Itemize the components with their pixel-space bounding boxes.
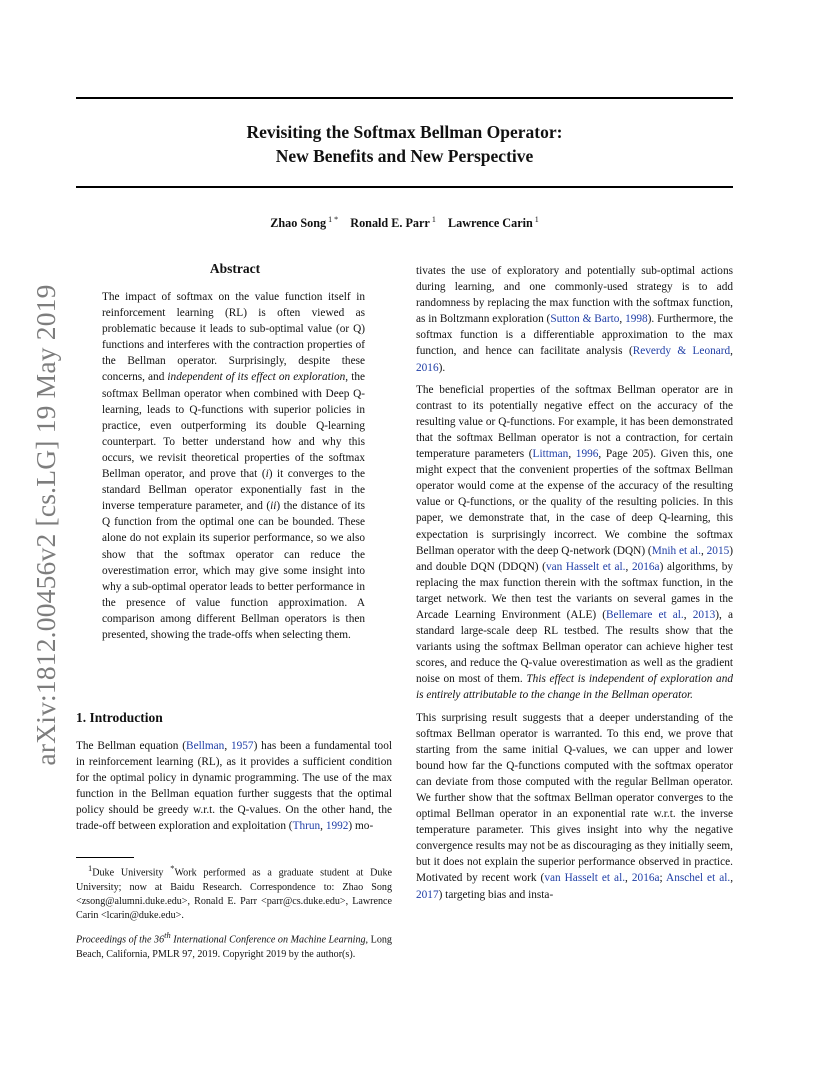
citation-link[interactable]: 1957 — [230, 740, 254, 752]
abstract-body: The impact of softmax on the value function itself in reinforcement learning (RL) is often viewed as problematic because it leads to sub-optimal value (or Q) functions and interferes with the contraction properties of the Bellman operator. Surprisingly, despite these concerns, and independent of its effect on exploration, the softmax Bellman operator when combined with Deep Q-learning, leads to Q-functions with superior policies in practice, even outperforming its double Q-learning counterpart. To better understand how and why this occurs, we revisit theoretical properties of the softmax Bellman operator, and prove that (i) it converges to the standard Bellman operator exponentially fast in the inverse temperature parameter, and (ii) the distance of its Q function from the optimal one can be bounded. These alone do not explain its superior performance, so we also show that the softmax operator can reduce the overestimation error, which may give some insight into why a sub-optimal operator leads to better performance in the presence of value function approximation. A comparison among different Bellman operators is then presented, showing the trade-offs when selecting them. — [102, 291, 366, 641]
title-bottom-rule — [76, 186, 733, 188]
citation-link[interactable]: Sutton & Barto — [550, 313, 620, 326]
author-list — [76, 215, 733, 231]
abstract-heading: Abstract — [209, 261, 261, 276]
author-name: Zhao Song — [270, 216, 327, 231]
citation-link[interactable]: Anschel et al. — [666, 872, 731, 885]
arxiv-stamp: arXiv:1812.00456v2 [cs.LG] 19 May 2019 — [30, 284, 61, 766]
section-heading-introduction: 1. Introduction — [76, 710, 163, 725]
paper-title-line2: New Benefits and New Perspective — [275, 146, 534, 166]
citation-link[interactable]: 2015 — [706, 544, 730, 557]
footnote-affiliation: $^1$Duke University *Work performed as a graduate student at Duke University; now at Baidu Research. Correspondence to: Zhao Song <zsong@alumni.duke.edu>, Ronald E. Parr <parr@cs.duke.edu>, Lawrence Carin <lcarin@duke.edu>. — [76, 864, 392, 922]
author-name: Lawrence Carin — [448, 216, 533, 231]
citation-link[interactable]: Thrun — [292, 820, 321, 833]
paper-title-line1: Revisiting the Softmax Bellman Operator: — [246, 122, 563, 142]
paragraph: The beneficial properties of the softmax Bellman operator are in contrast to its potentially negative effect on the accuracy of the resulting value or Q-functions. For example, it has been demonstrated that the softmax Bellman operator is not a contraction, for certain temperature parameters (Littman, 1996, Page 205). Given this, one might expect that the convenient properties of the softmax Bellman operator would come at the expense of the accuracy of the resulting value or Q-functions, or the quality of the resulting policies. In this paper, we demonstrate that, in the case of deep Q-learning, this expectation is surprisingly incorrect. We combine the softmax Bellman operator with the deep Q-network (DQN) (Mnih et al., 2015) and double DQN (DDQN) (van Hasselt et al., 2016a) algorithms, by replacing the max function therein with the softmax function, in the target network. We then test the variants on several games in the Arcade Learning Environment (ALE) (Bellemare et al., 2013), a standard large-scale deep RL testbed. The results show that the variants using the softmax Bellman operator can achieve higher test scores, and reduce the Q-value overestimation as well as the gradient noise on most of them. This effect is independent of exploration and is entirely attributable to the change in the Bellman operator. — [416, 383, 734, 702]
citation-link[interactable]: Littman — [532, 448, 569, 461]
top-rule — [76, 97, 733, 99]
citation-link[interactable]: 2016 — [416, 361, 439, 374]
author-affil-mark: 1 — [534, 215, 539, 224]
citation-link[interactable]: 1998 — [625, 313, 648, 326]
author-affil-mark: 1 * — [328, 215, 339, 224]
citation-link[interactable]: 1992 — [325, 820, 349, 833]
intro-paragraph: The Bellman equation (Bellman, 1957) has been a fundamental tool in reinforcement learning (RL), as it provides a sufficient condition for the optimal policy in dynamic programming. The use of the max function in the Bellman equation further suggests that the optimal policy should be greedy w.r.t. the Q-values. On the other hand, the trade-off between exploration and exploitation (Thrun, 1992) mo- — [76, 740, 392, 833]
footnote-proceedings: Proceedings of the 36th International Conference on Machine Learning, Long Beach, California, PMLR 97, 2019. Copyright 2019 by the author(s). — [76, 931, 392, 960]
author-affil-mark: 1 — [431, 215, 436, 224]
paragraph: This surprising result suggests that a deeper understanding of the softmax Bellman operator is warranted. To this end, we prove that starting from the same initial Q-values, we can upper and lower bound how far the Q-functions computed with the softmax operator can deviate from those computed with the regular Bellman operator. We further show that the softmax Bellman operator converges to the optimal Bellman operator in an exponential rate w.r.t. the inverse temperature parameter. This gives insight into why the negative convergence results may not be as discouraging as they initially seem, but it does not explain the superior performance observed in practice. Motivated by recent work (van Hasselt et al., 2016a; Anschel et al., 2017) targeting bias and insta- — [416, 711, 734, 901]
citation-link[interactable]: 1996 — [575, 448, 599, 461]
citation-link[interactable]: van Hasselt et al. — [545, 560, 626, 573]
citation-link[interactable]: 2017 — [416, 888, 439, 901]
author-name: Ronald E. Parr — [350, 216, 430, 231]
citation-link[interactable]: 2016a — [631, 560, 660, 573]
citation-link[interactable]: Reverdy & Leonard — [632, 345, 731, 358]
citation-link[interactable]: Bellman — [186, 740, 225, 752]
citation-link[interactable]: 2016a — [631, 872, 660, 885]
citation-link[interactable]: van Hasselt et al. — [544, 872, 626, 885]
right-column — [416, 263, 733, 909]
paragraph: tivates the use of exploratory and potentially sub-optimal actions during learning, and one commonly-used strategy is to add randomness by replacing the max function with the softmax function, as in Boltzmann exploration (Sutton & Barto, 1998). Furthermore, the softmax function is a differentiable approximation to the max function, and hence can facilitate analysis (Reverdy & Leonard, 2016). — [416, 265, 734, 374]
citation-link[interactable]: Bellemare et al. — [606, 608, 684, 621]
citation-link[interactable]: Mnih et al. — [651, 544, 701, 557]
footnote-rule — [76, 857, 134, 858]
citation-link[interactable]: 2013 — [692, 608, 716, 621]
